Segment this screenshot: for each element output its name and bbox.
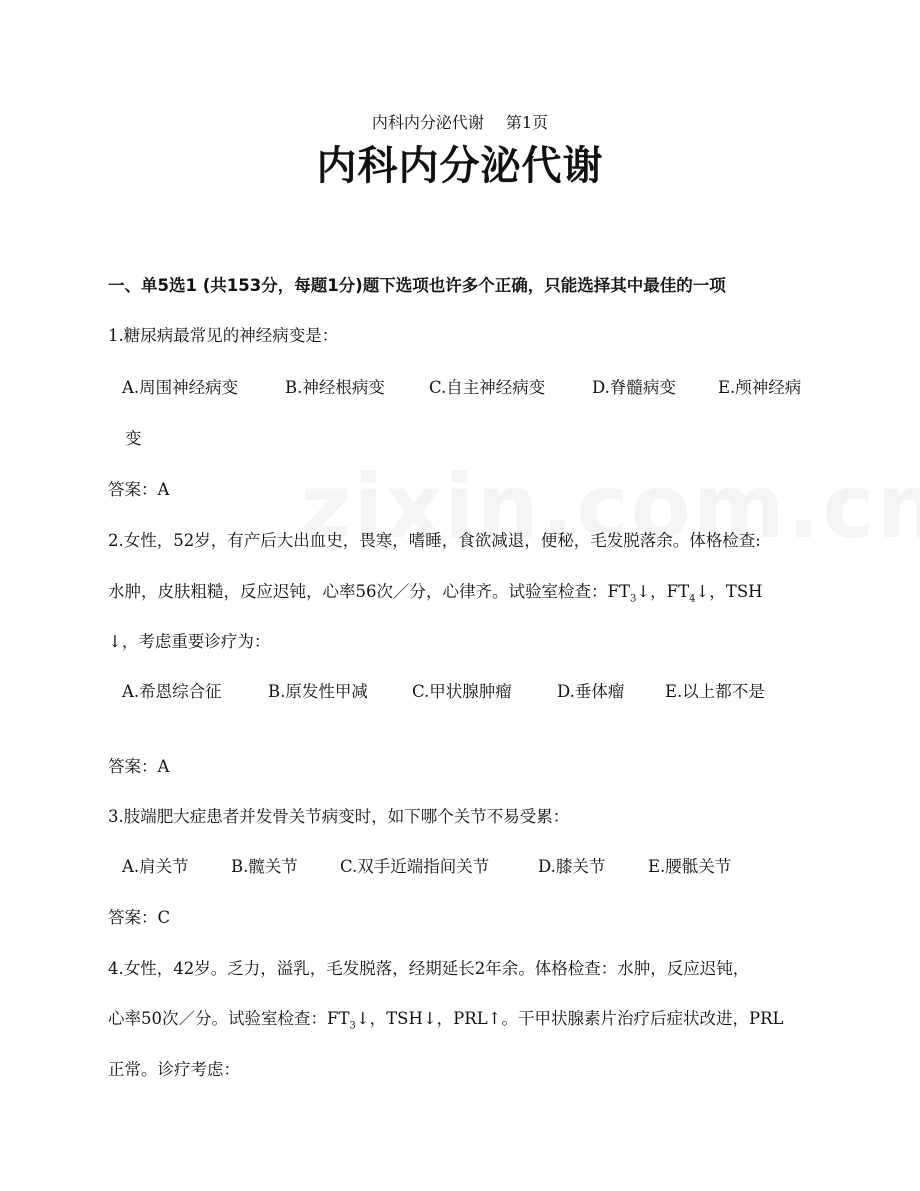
- question-4-stem-line-2-part-b: ↓，TSH↓，PRL↑。干甲状腺素片治疗后症状改进，PRL: [355, 1009, 784, 1028]
- question-3-option-c: C.双手近端指间关节: [340, 857, 490, 876]
- question-4-stem-line-2: [108, 1005, 783, 1031]
- question-2-answer: 答案：A: [108, 757, 170, 776]
- section-heading: 一、单5选1 (共153分，每题1分)题下选项也许多个正确，只能选择其中最佳的一项: [108, 276, 726, 295]
- question-2-stem-line-2-part-a: 水肿，皮肤粗糙，反应迟钝，心率56次／分，心律齐。试验室检查：FT: [108, 582, 630, 601]
- question-2-option-b: B.原发性甲减: [268, 682, 368, 701]
- question-1-options: [122, 374, 801, 398]
- header-title: 内科内分泌代谢: [371, 113, 484, 132]
- question-1-option-e-wrap: 变: [125, 429, 142, 448]
- question-4-stem-line-2-part-a: 心率50次／分。试验室检查：FT: [108, 1009, 350, 1028]
- question-4-stem-line-3: 正常。诊疗考虑：: [108, 1060, 240, 1079]
- question-1-option-a: A.周围神经病变: [122, 378, 239, 397]
- question-2-sub-1: 3: [629, 593, 637, 605]
- question-3-answer: 答案：C: [108, 908, 171, 927]
- question-2-stem-line-1: 2.女性，52岁，有产后大出血史，畏寒，嗜睡，食欲减退，便秘，毛发脱落余。体格检查:: [108, 531, 761, 550]
- question-3-option-a: A.肩关节: [122, 857, 189, 876]
- question-3-option-e: E.腰骶关节: [648, 857, 732, 876]
- question-3-stem: 3.肢端肥大症患者并发骨关节病变时，如下哪个关节不易受累：: [108, 807, 570, 826]
- question-1-stem: 1.糖尿病最常见的神经病变是：: [108, 326, 339, 345]
- question-2-stem-line-2-part-c: ↓，TSH: [695, 582, 763, 601]
- question-2-option-d: D.垂体瘤: [557, 682, 625, 701]
- question-2-stem-line-2-part-b: ↓，FT: [636, 582, 690, 601]
- question-2-option-e: E.以上都不是: [665, 682, 765, 701]
- question-2-stem-line-3: ↓，考虑重要诊疗为：: [108, 632, 271, 651]
- question-2-stem-line-2: [108, 578, 763, 604]
- question-4-sub-1: 3: [349, 1020, 356, 1032]
- header-page-number: 第1页: [505, 113, 549, 132]
- question-3-options: [122, 853, 731, 877]
- question-3-option-d: D.膝关节: [538, 857, 606, 876]
- question-2-option-c: C.甲状腺肿瘤: [412, 682, 512, 701]
- question-4-stem-line-1: 4.女性，42岁。乏力，溢乳，毛发脱落，经期延长2年余。体格检查：水肿，反应迟钝，: [108, 959, 750, 978]
- question-1-option-c: C.自主神经病变: [429, 378, 546, 397]
- question-1-option-d: D.脊髓病变: [592, 378, 676, 397]
- question-1-option-b: B.神经根病变: [285, 378, 385, 397]
- question-2-options: [122, 678, 765, 702]
- question-1-answer: 答案：A: [108, 480, 170, 499]
- page-header: [0, 110, 920, 133]
- question-1-option-e: E.颅神经病: [718, 378, 802, 397]
- question-3-option-b: B.髋关节: [231, 857, 298, 876]
- question-2-sub-2: 4: [689, 593, 696, 605]
- document-title: 内科内分泌代谢: [316, 143, 604, 189]
- question-2-option-a: A.希恩综合征: [122, 682, 222, 701]
